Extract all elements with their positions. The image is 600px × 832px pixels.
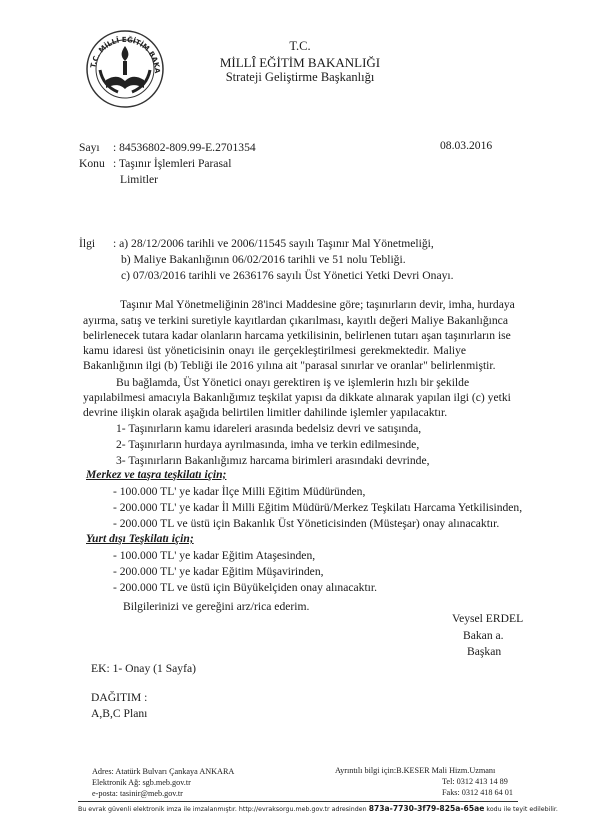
dagitim-value: A,B,C Planı: [91, 707, 148, 720]
p2-line-1: Bu bağlamda, Üst Yönetici onayı gerektiren iş ve işlemlerin hızlı bir şekilde: [116, 376, 470, 389]
p1-line-4: kamu idaresi üst yöneticisinin onayı ile gerçekleştirilmesi gerekmektedir. Maliye: [83, 344, 467, 357]
footer-contact: Ayrıntılı bilgi için:B.KESER Mali Hizm.Uzmanı: [335, 766, 496, 775]
ilgi-b: b) Maliye Bakanlığının 06/02/2016 tarihli ve 51 nolu Tebliği.: [121, 253, 406, 266]
ilgi-c: c) 07/03/2016 tarihli ve 2636176 sayılı Üst Yönetici Yetki Devri Onayı.: [121, 269, 454, 282]
list-item: - 200.000 TL ve üstü için Büyükelçiden onay alınacaktır.: [113, 581, 378, 594]
header-tc: T.C.: [289, 39, 311, 53]
footer-fax: Faks: 0312 418 64 01: [442, 788, 513, 797]
footer-verification: [78, 804, 558, 813]
konu-value: : Taşınır İşlemleri Parasal: [113, 157, 232, 170]
ministry-logo: [84, 28, 166, 110]
list-item: - 200.000 TL' ye kadar İl Milli Eğitim Müdürü/Merkez Teşkilatı Harcama Yetkilisinden,: [113, 501, 523, 514]
list-item: - 100.000 TL' ye kadar İlçe Milli Eğitim Müdüründen,: [113, 485, 366, 498]
header-department: Strateji Geliştirme Başkanlığı: [225, 70, 375, 84]
list-item: 3- Taşınırların Bakanlığımız harcama birimleri arasındaki devrinde,: [116, 454, 430, 467]
konu-label: Konu: [79, 157, 105, 170]
document-date: 08.03.2016: [440, 139, 493, 152]
footer-divider: [78, 801, 518, 802]
verify-code: 873a-7730-3f79-825a-65ae: [368, 804, 485, 813]
p2-line-2: yapılabilmesi amacıyla Bakanlığımız teşkilat yapısı da dikkate alınarak yapılan ilgi (c) yetki: [83, 391, 511, 404]
list-item: - 200.000 TL ve üstü için Bakanlık Üst Yöneticisinden (Müsteşar) onay alınacaktır.: [113, 517, 500, 530]
konu-value-2: Limitler: [120, 173, 158, 186]
verify-suffix: kodu ile teyit edilebilir.: [486, 806, 558, 813]
merkez-title: Merkez ve taşra teşkilatı için;: [86, 468, 227, 481]
p2-line-3: devrine ilişkin olarak aşağıda belirtilen limitler dahilinde işlemler yapılacaktır.: [83, 406, 448, 419]
ministry-logo-icon: [84, 28, 166, 110]
list-item: - 200.000 TL' ye kadar Eğitim Müşavirinden,: [113, 565, 324, 578]
signature-name: Veysel ERDEL: [452, 612, 524, 625]
p1-line-2: ayırma, satış ve terkini suretiyle kayıtlardan çıkarılması, kayıtlı değeri Maliye Bakanlığınca: [83, 314, 508, 327]
ilgi-a: : a) 28/12/2006 tarihli ve 2006/11545 sayılı Taşınır Mal Yönetmeliği,: [113, 237, 434, 250]
svg-text:T.C. MİLLÎ EĞİTİM BAKANLIĞI: T.C. MİLLÎ EĞİTİM BAKA: [89, 35, 162, 74]
closing-text: Bilgilerinizi ve gereğini arz/rica ederim.: [123, 600, 310, 613]
footer-tel: Tel: 0312 413 14 89: [442, 777, 508, 786]
yurtdisi-title: Yurt dışı Teşkilatı için;: [86, 532, 194, 545]
list-item: 2- Taşınırların hurdaya ayrılmasında, imha ve terkin edilmesinde,: [116, 438, 420, 451]
p1-line-1: Taşınır Mal Yönetmeliğinin 28'inci Maddesine göre; taşınırların devir, imha, hurdaya: [120, 298, 515, 311]
p1-line-3: belirlenecek tutara kadar olanların harcama yetkilisinin, belirlenen tutarı aşan taşınırların ise: [83, 329, 511, 342]
ilgi-label: İlgi: [79, 237, 96, 250]
signature-title-1: Bakan a.: [463, 629, 504, 642]
list-item: 1- Taşınırların kamu idareleri arasında bedelsiz devri ve satışında,: [116, 422, 422, 435]
sayi-value: : 84536802-809.99-E.2701354: [113, 141, 256, 154]
footer-network: Elektronik Ağ: sgb.meb.gov.tr: [92, 778, 191, 787]
ek-text: EK: 1- Onay (1 Sayfa): [91, 662, 196, 675]
p1-line-5: Bakanlığının ilgi (b) Tebliği ile 2016 yılına ait "parasal sınırlar ve oranlar" belirlenmiştir.: [83, 359, 496, 372]
header-ministry: MİLLÎ EĞİTİM BAKANLIĞI: [219, 55, 381, 70]
sayi-label: Sayı: [79, 141, 100, 154]
footer-email: e-posta: tasinir@meb.gov.tr: [92, 789, 183, 798]
footer-address: Adres: Atatürk Bulvarı Çankaya ANKARA: [92, 767, 235, 776]
dagitim-label: DAĞITIM :: [91, 691, 148, 704]
list-item: - 100.000 TL' ye kadar Eğitim Ataşesinden,: [113, 549, 316, 562]
signature-title-2: Başkan: [467, 645, 502, 658]
verify-prefix: Bu evrak güvenli elektronik imza ile imzalanmıştır. http://evraksorgu.meb.gov.tr adresinden: [78, 806, 367, 813]
